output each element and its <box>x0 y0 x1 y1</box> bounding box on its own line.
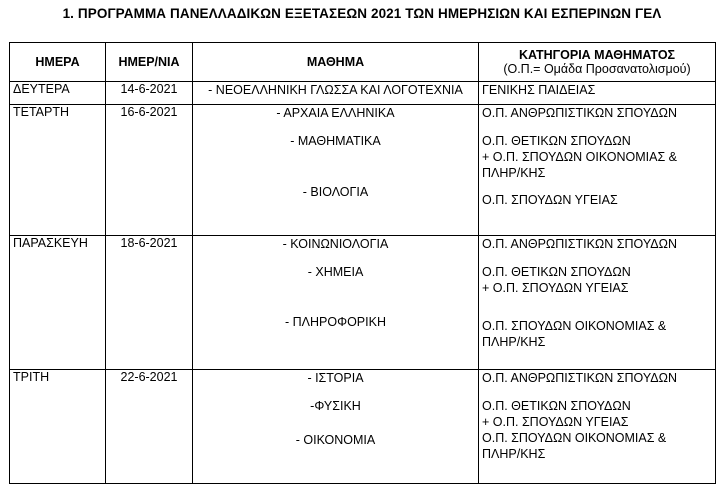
category-line: Ο.Π. ΘΕΤΙΚΩΝ ΣΠΟΥΔΩΝ <box>482 399 631 413</box>
header-category-note: (Ο.Π.= Ομάδα Προσανατολισμού) <box>503 62 691 76</box>
subject-item: - ΙΣΤΟΡΙΑ <box>307 371 364 385</box>
exam-schedule-table <box>9 42 716 484</box>
subject-item: - ΧΗΜΕΙΑ <box>307 265 364 279</box>
category-cell <box>479 82 716 105</box>
table-row <box>10 105 716 236</box>
header-row <box>10 43 716 82</box>
subject-item: - ΜΑΘΗΜΑΤΙΚΑ <box>290 134 381 148</box>
category-line: Ο.Π. ΣΠΟΥΔΩΝ ΟΙΚΟΝΟΜΙΑΣ & <box>482 431 667 445</box>
table-row <box>10 236 716 370</box>
category-line: ΠΛΗΡ/ΚΗΣ <box>482 335 546 349</box>
day-cell: ΤΕΤΑΡΤΗ <box>10 105 106 236</box>
subject-cell <box>193 370 479 484</box>
header-category-label: ΚΑΤΗΓΟΡΙΑ ΜΑΘΗΜΑΤΟΣ <box>518 48 676 62</box>
subject-item: - ΝΕΟΕΛΛΗΝΙΚΗ ΓΛΩΣΣΑ ΚΑΙ ΛΟΓΟΤΕΧΝΙΑ <box>208 83 463 97</box>
header-category <box>479 43 716 82</box>
subject-item: -ΦΥΣΙΚΗ <box>310 399 361 413</box>
date-cell: 16-6-2021 <box>106 105 193 236</box>
date-cell: 18-6-2021 <box>106 236 193 370</box>
category-line: Ο.Π. ΑΝΘΡΩΠΙΣΤΙΚΩΝ ΣΠΟΥΔΩΝ <box>482 237 677 251</box>
subject-item: - ΑΡΧΑΙΑ ΕΛΛΗΝΙΚΑ <box>276 106 395 120</box>
day-cell: ΤΡΙΤΗ <box>10 370 106 484</box>
header-subject: ΜΑΘΗΜΑ <box>193 43 479 82</box>
category-cell <box>479 236 716 370</box>
category-line: Ο.Π. ΣΠΟΥΔΩΝ ΟΙΚΟΝΟΜΙΑΣ & <box>482 319 667 333</box>
category-cell <box>479 370 716 484</box>
date-cell: 14-6-2021 <box>106 82 193 105</box>
subject-cell <box>193 105 479 236</box>
category-line: + Ο.Π. ΣΠΟΥΔΩΝ ΥΓΕΙΑΣ <box>482 281 629 295</box>
subject-item: - ΒΙΟΛΟΓΙΑ <box>302 185 369 199</box>
category-line: Ο.Π. ΑΝΘΡΩΠΙΣΤΙΚΩΝ ΣΠΟΥΔΩΝ <box>482 106 677 120</box>
category-line: Ο.Π. ΘΕΤΙΚΩΝ ΣΠΟΥΔΩΝ <box>482 134 631 148</box>
category-line: ΠΛΗΡ/ΚΗΣ <box>482 447 546 461</box>
subject-cell <box>193 82 479 105</box>
category-cell <box>479 105 716 236</box>
day-cell: ΔΕΥΤΕΡΑ <box>10 82 106 105</box>
category-line: ΠΛΗΡ/ΚΗΣ <box>482 166 546 180</box>
table-row <box>10 82 716 105</box>
header-date: ΗΜΕΡ/ΝΙΑ <box>106 43 193 82</box>
category-line: Ο.Π. ΣΠΟΥΔΩΝ ΥΓΕΙΑΣ <box>482 193 618 207</box>
date-cell: 22-6-2021 <box>106 370 193 484</box>
category-line: + Ο.Π. ΣΠΟΥΔΩΝ ΟΙΚΟΝΟΜΙΑΣ & <box>482 150 678 164</box>
category-line: + Ο.Π. ΣΠΟΥΔΩΝ ΥΓΕΙΑΣ <box>482 415 629 429</box>
table-row <box>10 370 716 484</box>
subject-item: - ΟΙΚΟΝΟΜΙΑ <box>295 433 376 447</box>
document-title: 1. ΠΡΟΓΡΑΜΜΑ ΠΑΝΕΛΛΑΔΙΚΩΝ ΕΞΕΤΑΣΕΩΝ 2021 ΤΩΝ ΗΜΕΡΗΣΙΩΝ ΚΑΙ ΕΣΠΕΡΙΝΩΝ ΓΕΛ <box>62 6 662 21</box>
subject-cell <box>193 236 479 370</box>
header-day: ΗΜΕΡΑ <box>10 43 106 82</box>
category-line: Ο.Π. ΘΕΤΙΚΩΝ ΣΠΟΥΔΩΝ <box>482 265 631 279</box>
subject-item: - ΠΛΗΡΟΦΟΡΙΚΗ <box>285 315 386 329</box>
category-line: ΓΕΝΙΚΗΣ ΠΑΙΔΕΙΑΣ <box>482 83 596 97</box>
day-cell: ΠΑΡΑΣΚΕΥΗ <box>10 236 106 370</box>
category-line: Ο.Π. ΑΝΘΡΩΠΙΣΤΙΚΩΝ ΣΠΟΥΔΩΝ <box>482 371 677 385</box>
subject-item: - ΚΟΙΝΩΝΙΟΛΟΓΙΑ <box>282 237 389 251</box>
